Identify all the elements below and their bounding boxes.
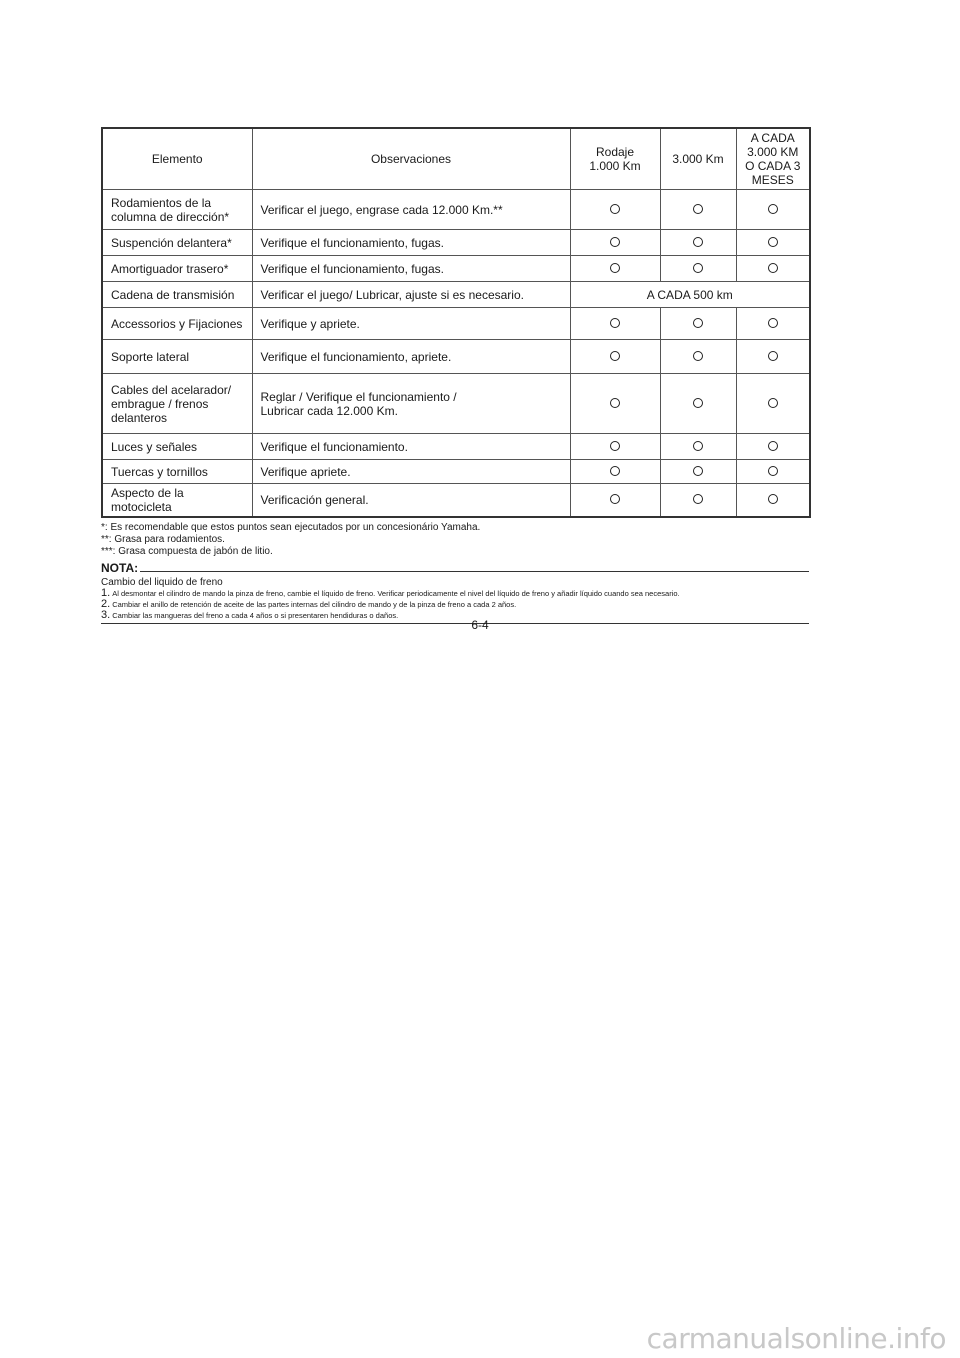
circle-mark-icon (693, 441, 703, 451)
cell-check-mark (660, 308, 736, 340)
nota-item (101, 588, 809, 599)
cell-observaciones: Verificar el juego/ Lubricar, ajuste si es necesario. (252, 282, 570, 308)
circle-mark-icon (610, 204, 620, 214)
cell-check-mark (660, 460, 736, 484)
table-row (102, 190, 810, 230)
cell-check-mark (570, 256, 660, 282)
cell-observaciones: Verificación general. (252, 484, 570, 518)
cell-check-mark (736, 434, 810, 460)
circle-mark-icon (610, 237, 620, 247)
circle-mark-icon (693, 494, 703, 504)
cell-elemento: Luces y señales (102, 434, 252, 460)
cell-check-mark (570, 308, 660, 340)
cell-observaciones: Verifique el funcionamiento, fugas. (252, 256, 570, 282)
cell-check-mark (570, 460, 660, 484)
circle-mark-icon (610, 398, 620, 408)
cell-check-mark (570, 190, 660, 230)
cell-elemento: Suspención delantera* (102, 230, 252, 256)
header-cada: A CADA 3.000 KM O CADA 3 MESES (736, 128, 810, 190)
cell-elemento: Accessorios y Fijaciones (102, 308, 252, 340)
cell-check-mark (660, 484, 736, 518)
cell-elemento: Amortiguador trasero* (102, 256, 252, 282)
nota-item-text: Cambiar el anillo de retención de aceite de las partes internas del cilindro de mando y de la pinza de freno a cada 2 años. (112, 600, 517, 609)
cell-check-mark (736, 484, 810, 518)
cell-elemento: Rodamientos de la columna de dirección* (102, 190, 252, 230)
circle-mark-icon (768, 466, 778, 476)
footnote: **: Grasa para rodamientos. (101, 534, 225, 545)
nota-label: NOTA: (101, 561, 139, 575)
table-row (102, 460, 810, 484)
header-observaciones: Observaciones (252, 128, 570, 190)
header-rodaje: Rodaje 1.000 Km (570, 128, 660, 190)
circle-mark-icon (768, 494, 778, 504)
circle-mark-icon (768, 441, 778, 451)
nota-item-number: 2. (101, 598, 111, 610)
footnote: *: Es recomendable que estos puntos sean ejecutados por un concesionário Yamaha. (101, 522, 481, 533)
table-row (102, 374, 810, 434)
maintenance-table (101, 127, 811, 518)
table-row (102, 340, 810, 374)
cell-check-mark (736, 374, 810, 434)
cell-check-mark (736, 256, 810, 282)
cell-observaciones: Verifique el funcionamiento. (252, 434, 570, 460)
circle-mark-icon (693, 466, 703, 476)
circle-mark-icon (610, 263, 620, 273)
table-row (102, 230, 810, 256)
circle-mark-icon (768, 204, 778, 214)
cell-observaciones: Verifique el funcionamiento, apriete. (252, 340, 570, 374)
cell-elemento: Soporte lateral (102, 340, 252, 374)
circle-mark-icon (768, 263, 778, 273)
footnotes (101, 522, 809, 558)
cell-check-mark (736, 308, 810, 340)
cell-elemento: Aspecto de la motocicleta (102, 484, 252, 518)
circle-mark-icon (610, 351, 620, 361)
cell-check-mark (660, 374, 736, 434)
table-row (102, 484, 810, 518)
nota-item-number: 3. (101, 609, 111, 621)
cell-check-mark (736, 190, 810, 230)
table-header-row (102, 128, 810, 190)
circle-mark-icon (610, 466, 620, 476)
footnote: ***: Grasa compuesta de jabón de litio. (101, 546, 273, 557)
circle-mark-icon (768, 398, 778, 408)
cell-elemento: Cables del acelarador/ embrague / frenos delanteros (102, 374, 252, 434)
circle-mark-icon (693, 237, 703, 247)
nota-item (101, 599, 809, 610)
maintenance-page (101, 127, 809, 624)
cell-check-mark (570, 230, 660, 256)
nota-heading (101, 561, 809, 575)
circle-mark-icon (768, 351, 778, 361)
header-elemento: Elemento (102, 128, 252, 190)
table-row (102, 308, 810, 340)
cell-check-mark (660, 190, 736, 230)
cell-interval-span: A CADA 500 km (570, 282, 810, 308)
circle-mark-icon (768, 237, 778, 247)
cell-check-mark (660, 230, 736, 256)
cell-check-mark (660, 256, 736, 282)
cell-observaciones: Verifique el funcionamiento, fugas. (252, 230, 570, 256)
cell-observaciones: Verifique y apriete. (252, 308, 570, 340)
nota-item-text: Cambiar las mangueras del freno a cada 4 años o si presentaren hendiduras o daños. (112, 611, 399, 620)
cell-check-mark (570, 340, 660, 374)
cell-check-mark (660, 434, 736, 460)
nota-item-text: Al desmontar el cilindro de mando la pinza de freno, cambie el líquido de freno. Verificar periodicamente el nivel del líquido de freno y añadir líquido cuando sea necesario. (112, 589, 680, 598)
cell-check-mark (736, 340, 810, 374)
cell-observaciones: Verificar el juego, engrase cada 12.000 Km.** (252, 190, 570, 230)
cell-check-mark (570, 434, 660, 460)
circle-mark-icon (693, 351, 703, 361)
cell-elemento: Cadena de transmisión (102, 282, 252, 308)
circle-mark-icon (693, 204, 703, 214)
cell-elemento: Tuercas y tornillos (102, 460, 252, 484)
cell-check-mark (570, 484, 660, 518)
cell-check-mark (736, 460, 810, 484)
cell-observaciones: Reglar / Verifique el funcionamiento / Lubricar cada 12.000 Km. (252, 374, 570, 434)
circle-mark-icon (693, 263, 703, 273)
cell-check-mark (660, 340, 736, 374)
circle-mark-icon (610, 494, 620, 504)
cell-check-mark (570, 374, 660, 434)
divider (140, 571, 809, 572)
header-3000km: 3.000 Km (660, 128, 736, 190)
nota-item-number: 1. (101, 587, 111, 599)
cell-observaciones: Verifique apriete. (252, 460, 570, 484)
circle-mark-icon (768, 318, 778, 328)
circle-mark-icon (610, 318, 620, 328)
cell-check-mark (736, 230, 810, 256)
table-row (102, 434, 810, 460)
watermark: carmanualsonline.info (646, 1322, 946, 1355)
table-row (102, 256, 810, 282)
nota-title: Cambio del liquido de freno (101, 577, 223, 588)
page-number: 6-4 (471, 618, 489, 632)
circle-mark-icon (693, 398, 703, 408)
circle-mark-icon (610, 441, 620, 451)
table-row (102, 282, 810, 308)
circle-mark-icon (693, 318, 703, 328)
